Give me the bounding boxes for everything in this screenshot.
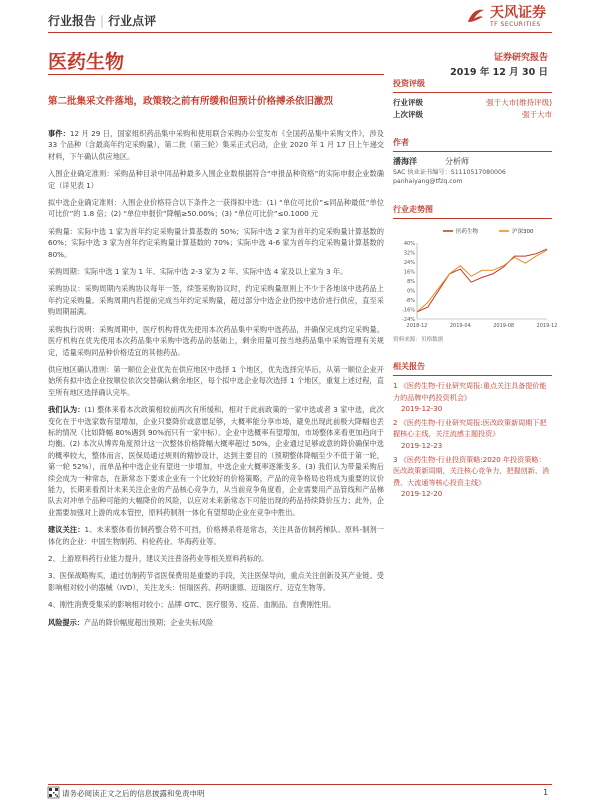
page-title: 医药生物 xyxy=(48,51,125,73)
paragraph-lead: 事件： xyxy=(48,129,70,138)
paragraph-text: 1、未来整体看仿制药整合势不可挡，价格搏杀将是常态，关注具备仿制药梯队、原料-制剂一体化的企业：中国生物制药、科伦药业、华海药业等。 xyxy=(48,525,384,546)
trend-section xyxy=(393,204,558,343)
related-section xyxy=(393,361,552,500)
author-email[interactable]: panhaiyang@tfzq.com xyxy=(393,178,463,185)
phoenix-logo-icon xyxy=(466,7,486,27)
y-tick-label: -16% xyxy=(402,307,415,314)
y-tick-label: 0% xyxy=(407,288,415,295)
body-paragraph xyxy=(48,617,384,628)
body-paragraph xyxy=(48,524,384,547)
y-tick-label: 16% xyxy=(403,269,415,276)
logo-cn-text: 天风证券 xyxy=(490,5,546,21)
paragraph-text: 采购量：实际中选 1 家为首年约定采购量计算基数的 50%；实际中选 2 家为首年约定采购量计算基数的 60%；实际中选 3 家为首年约定采购量计算基数的 70%；实际中选 4-6 家为首年约定采购量计算基数的 80%。 xyxy=(48,226,384,259)
related-report-3[interactable]: 3 《医药生物-行业投资策略:2020 年投资策略：医改政策新周期，关注核心竞争力，把握创新、消费、大流通等核心投资主线》 2019-12-20 xyxy=(393,454,550,499)
x-tick-label: 2018-12 xyxy=(406,323,428,329)
legend-label-1: 医药生物 xyxy=(456,229,479,235)
qr-code-icon xyxy=(48,787,59,798)
chart-source: 资料来源：贝格数据 xyxy=(393,337,444,343)
body-paragraph xyxy=(48,570,384,593)
y-tick-label: 32% xyxy=(403,250,415,257)
x-tick-label: 2019-12 xyxy=(536,323,558,329)
author-sac: SAC 执业证书编号：S1110517080006 xyxy=(393,169,506,176)
body-paragraph xyxy=(48,324,384,358)
body-paragraph xyxy=(48,283,384,317)
body-paragraph xyxy=(48,226,384,260)
series-line-2 xyxy=(417,250,547,312)
sidebar xyxy=(393,78,558,502)
body-paragraph xyxy=(48,197,384,220)
page-number: 1 xyxy=(543,788,548,797)
y-tick-label: -8% xyxy=(405,298,415,304)
paragraph-lead: 风险提示： xyxy=(48,617,84,627)
paragraph-lead: 建议关注： xyxy=(48,525,85,535)
body-paragraph xyxy=(48,168,384,191)
headline: 第二批集采文件落地，政策较之前有所缓和但预计价格搏杀依旧激烈 xyxy=(48,96,334,107)
body-paragraph xyxy=(48,404,384,518)
body-paragraph xyxy=(48,364,384,398)
rating-section xyxy=(393,78,552,121)
footer-disclaimer: 请务必阅读正文之后的信息披露和免责申明 xyxy=(62,789,205,798)
company-logo xyxy=(466,6,546,28)
body-paragraph xyxy=(48,128,384,162)
x-tick-label: 2019-04 xyxy=(449,323,471,329)
header-divider xyxy=(48,32,552,33)
title-divider xyxy=(48,74,384,75)
report-label: 证券研究报告 xyxy=(493,53,548,63)
related-report-2[interactable]: 2 《医药生物-行业研究周报:医改政策新周期下把握核心主线，关注流感主题投资》 2019-12-23 xyxy=(393,417,547,450)
x-tick-label: 2019-08 xyxy=(493,323,515,329)
rating-heading: 投资评级 xyxy=(393,78,552,93)
paragraph-lead: 我们认为： xyxy=(48,405,85,415)
trend-heading: 行业走势图 xyxy=(393,204,552,219)
report-category: 行业报告 | 行业点评 xyxy=(48,14,157,28)
y-tick-label: -24% xyxy=(402,317,415,323)
paragraph-text: 供应地区确认准则：第一顺位企业优先在供应地区中选择 1 个地区，优先选择完毕后，从第一顺位企业开始所有拟中选企业按顺位依次交替确认剩余地区，每个拟中选企业每次选择 1 个地区，重复上述过程，直至所有地区选择确认完毕。 xyxy=(48,364,384,397)
author-name: 潘海洋 分析师 xyxy=(393,157,469,166)
y-tick-label: 8% xyxy=(407,279,415,285)
paragraph-text: 采购协议：采购周期内采购协议每年一签，续签采购协议时，约定采购量原则上不少于各地该中选药品上年约定采购量。采购周期内若提前完成当年约定采购量，超过部分中选企业仍按中选价进行供应，直至采购周期届满。 xyxy=(48,284,384,317)
body-paragraph xyxy=(48,599,384,610)
paragraph-text: (1) 整体来看本次政策相较前两次有所缓和，相对于此前政策的一家中选或者 3 家中选，此次变化在于中选家数有望增加，企业只要降价或意愿足够，大概率能分享市场，避免出现此前极大降幅也丢标的情况（比如降幅 80%遇到 90%而只有一家中标）。企业中选概率有望增加，市场整体来看更加趋向于均衡。(2) 本次从博弈角度预计这一次整体价格降幅大概率超过 50%，企业通过足够或意的降价确保中选的概率较大，整体而言，医保局通过规则的精妙设计，达到主要目的（预期整体降幅至少不低于第一轮，第一轮 52%），而单品种中选企业有望进一步增加，中选企业大概率逐渐变多。(3) 我们认为带量采购后续会成为一种常态，在新常态下要求企业有一个比较好的价格策略，产品的竞争格局也将成为重要的议价能力，长期来看预计未来关注企业的产品核心竞争力，从当前竞争角度看，企业需要用产品管线和产品梯队去对冲单个品种可能的大幅降价的风险，以应对未来新常态下可能出现的药品持续降价压力；此外，企业需要加强对上游的成本管控，原料药制剂一体化有望帮助企业在竞争中胜出。 xyxy=(48,405,384,517)
series-line-1 xyxy=(417,249,547,312)
related-heading: 相关报告 xyxy=(393,361,552,376)
trend-chart-svg xyxy=(393,223,558,333)
legend-label-2: 沪深300 xyxy=(512,229,534,235)
paragraph-text: 拟中选企业确定准则：入围企业价格符合以下条件之一获得拟中选：(1) “单位可比价”≤同品种最低“单位可比价”的 1.8 倍；(2) “单位申报价”降幅≥50.00%；(3) “单位可比价”≤0.1000 元 xyxy=(48,198,384,219)
paragraph-text: 入围企业确定准则：采购品种目录中同品种最多入围企业数根据符合“申报品种资格”的实际申报企业数确定（详见表 1） xyxy=(48,169,384,190)
rating-row-industry: 行业评级 强于大市(维持评级) xyxy=(393,98,552,107)
paragraph-text: 2、上游原料药行业能力提升，建议关注普洛药业等相关原料药标的。 xyxy=(48,554,269,563)
paragraph-text: 12 月 29 日，国家组织药品集中采购和使用联合采购办公室发布《全国药品集中采购文件》，涉及 33 个品种（含最高年约定采购量），第二批（第三轮）集采正式启动，企业 2020 年 1 月 17 日上午递交材料，下午确认供应地区。 xyxy=(48,129,384,161)
footer-divider xyxy=(48,784,552,785)
paragraph-text: 采购执行说明：采购周期中，医疗机构将优先使用本次药品集中采购中选药品，并确保完成约定采购量。医疗机构在优先使用本次药品集中采购中选药品的基础上，剩余用量可按当地药品集中采购管理有关规定，适量采购同品种价格适宜的其他药品。 xyxy=(48,324,384,357)
paragraph-text: 3、医保战略购买，通过仿制药节省医保费用是重要的手段，关注医保导向，重点关注创新及其产业链、受影响相对较小的器械（IVD），关注龙头：恒瑞医药、药明康德、迈瑞医疗、迈克生物等。 xyxy=(48,571,384,592)
author-heading: 作者 xyxy=(393,137,552,152)
author-section xyxy=(393,137,552,186)
trend-chart xyxy=(393,223,558,333)
related-report-1[interactable]: 1 《医药生物-行业研究周报:重点关注具备提价能力的品牌中药投资机会》 2019-12-30 xyxy=(393,381,547,414)
logo-en-text: TF SECURITIES xyxy=(490,21,541,28)
y-tick-label: 24% xyxy=(403,260,415,266)
report-body xyxy=(48,128,384,634)
paragraph-text: 采购周期：实际中选 1 家为 1 年、实际中选 2-3 家为 2 年、实际中选 4 家及以上家为 3 年。 xyxy=(48,267,348,277)
paragraph-text: 产品的降价幅度超出预期；企业失标风险 xyxy=(83,617,214,627)
report-date: 2019 年 12 月 30 日 xyxy=(450,67,548,78)
rating-row-previous: 上次评级 强于大市 xyxy=(393,110,552,119)
body-paragraph xyxy=(48,553,384,564)
y-tick-label: 40% xyxy=(403,241,415,247)
body-paragraph xyxy=(48,266,384,277)
paragraph-text: 4、刚性消费受集采的影响相对较小；品牌 OTC、医疗服务、疫苗、血制品、自费刚性用。 xyxy=(48,600,336,610)
author-role: 分析师 xyxy=(445,157,469,166)
